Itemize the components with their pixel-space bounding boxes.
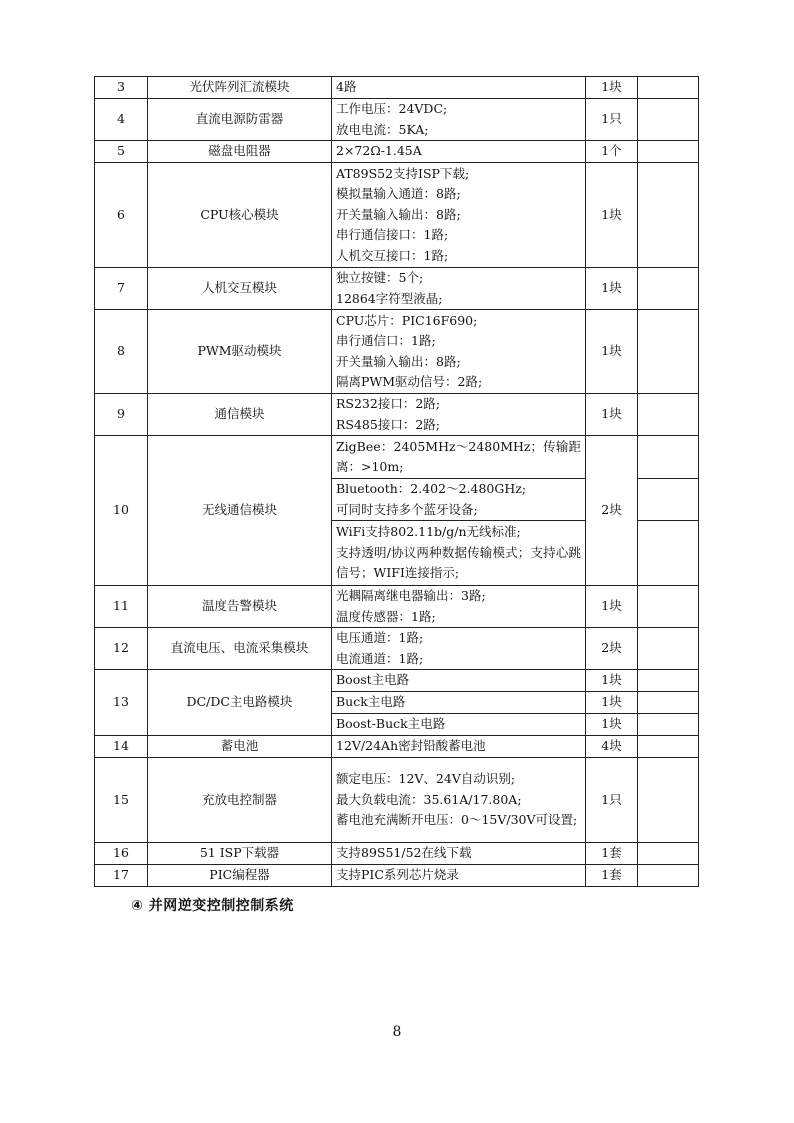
item-quantity: 1块 (586, 77, 638, 99)
item-quantity: 1块 (586, 714, 638, 736)
item-quantity: 1块 (586, 310, 638, 394)
table-row (95, 736, 699, 758)
item-name: 温度告警模块 (148, 586, 332, 628)
remark-cell (638, 310, 699, 394)
item-quantity: 1套 (586, 843, 638, 865)
item-quantity: 4块 (586, 736, 638, 758)
remark-cell (638, 77, 699, 99)
item-name: 人机交互模块 (148, 268, 332, 310)
table-row (95, 394, 699, 436)
item-name: PIC编程器 (148, 864, 332, 886)
item-name: 光伏阵列汇流模块 (148, 77, 332, 99)
row-number: 4 (95, 99, 148, 141)
row-number: 12 (95, 628, 148, 670)
table-row (95, 268, 699, 310)
item-name: 通信模块 (148, 394, 332, 436)
item-quantity: 2块 (586, 436, 638, 586)
item-params: 支持PIC系列芯片烧录 (332, 864, 586, 886)
remark-cell (638, 843, 699, 865)
remark-cell (638, 163, 699, 268)
table-row (95, 670, 699, 692)
item-quantity: 1个 (586, 141, 638, 163)
remark-cell (638, 628, 699, 670)
row-number: 10 (95, 436, 148, 586)
table-row (95, 864, 699, 886)
remark-cell (638, 736, 699, 758)
table-row (95, 99, 699, 141)
remark-cell (638, 714, 699, 736)
item-params: 12V/24Ah密封铅酸蓄电池 (332, 736, 586, 758)
remark-cell (638, 670, 699, 692)
item-params: 4路 (332, 77, 586, 99)
item-params: 光耦隔离继电器输出：3路; 温度传感器：1路; (332, 586, 586, 628)
remark-cell (638, 758, 699, 843)
table-row (95, 163, 699, 268)
item-quantity: 1只 (586, 99, 638, 141)
item-params: WiFi支持802.11b/g/n无线标准; 支持透明/协议两种数据传输模式；支持心跳信号；WIFI连接指示; (332, 521, 586, 586)
table-row (95, 586, 699, 628)
item-params: Bluetooth：2.402～2.480GHz; 可同时支持多个蓝牙设备; (332, 479, 586, 521)
item-quantity: 1只 (586, 758, 638, 843)
row-number: 15 (95, 758, 148, 843)
row-number: 3 (95, 77, 148, 99)
item-params: RS232接口：2路; RS485接口：2路; (332, 394, 586, 436)
table-row (95, 628, 699, 670)
table-row (95, 843, 699, 865)
item-quantity: 1块 (586, 692, 638, 714)
remark-cell (638, 864, 699, 886)
row-number: 8 (95, 310, 148, 394)
item-name: CPU核心模块 (148, 163, 332, 268)
table-row (95, 436, 699, 479)
item-quantity: 1套 (586, 864, 638, 886)
equipment-spec-table (94, 76, 699, 887)
row-number: 16 (95, 843, 148, 865)
remark-cell (638, 436, 699, 479)
item-quantity: 1块 (586, 670, 638, 692)
row-number: 9 (95, 394, 148, 436)
item-params: 支持89S51/52在线下载 (332, 843, 586, 865)
remark-cell (638, 141, 699, 163)
item-quantity: 1块 (586, 268, 638, 310)
item-name: 无线通信模块 (148, 436, 332, 586)
item-quantity: 1块 (586, 586, 638, 628)
item-params: Boost主电路 (332, 670, 586, 692)
item-name: 直流电压、电流采集模块 (148, 628, 332, 670)
remark-cell (638, 479, 699, 521)
table-row (95, 310, 699, 394)
item-params: CPU芯片：PIC16F690; 串行通信口：1路; 开关量输入输出：8路; 隔离PWM驱动信号：2路; (332, 310, 586, 394)
item-params: 2×72Ω-1.45A (332, 141, 586, 163)
item-name: 磁盘电阻器 (148, 141, 332, 163)
remark-cell (638, 586, 699, 628)
remark-cell (638, 99, 699, 141)
row-number: 14 (95, 736, 148, 758)
row-number: 5 (95, 141, 148, 163)
item-params: Boost-Buck主电路 (332, 714, 586, 736)
remark-cell (638, 521, 699, 586)
item-name: 充放电控制器 (148, 758, 332, 843)
item-quantity: 1块 (586, 163, 638, 268)
row-number: 17 (95, 864, 148, 886)
item-params: Buck主电路 (332, 692, 586, 714)
item-name: PWM驱动模块 (148, 310, 332, 394)
table-row (95, 141, 699, 163)
row-number: 7 (95, 268, 148, 310)
remark-cell (638, 394, 699, 436)
remark-cell (638, 692, 699, 714)
item-params: 独立按键：5个; 12864字符型液晶; (332, 268, 586, 310)
item-name: 直流电源防雷器 (148, 99, 332, 141)
item-quantity: 1块 (586, 394, 638, 436)
item-params: AT89S52支持ISP下载; 模拟量输入通道：8路; 开关量输入输出：8路; 串行通信接口：1路; 人机交互接口：1路; (332, 163, 586, 268)
table-row (95, 77, 699, 99)
item-name: DC/DC主电路模块 (148, 670, 332, 736)
section-heading: ④ 并网逆变控制控制系统 (131, 898, 294, 914)
item-params: ZigBee：2405MHz～2480MHz；传输距离：>10m; (332, 436, 586, 479)
item-params: 电压通道：1路; 电流通道：1路; (332, 628, 586, 670)
item-params: 额定电压：12V、24V自动识别; 最大负载电流：35.61A/17.80A; 蓄电池充满断开电压：0～15V/30V可设置; (332, 758, 586, 843)
item-params: 工作电压：24VDC; 放电电流：5KA; (332, 99, 586, 141)
item-name: 51 ISP下载器 (148, 843, 332, 865)
row-number: 13 (95, 670, 148, 736)
page-number: 8 (392, 1024, 402, 1040)
row-number: 6 (95, 163, 148, 268)
remark-cell (638, 268, 699, 310)
table-row (95, 758, 699, 843)
item-quantity: 2块 (586, 628, 638, 670)
row-number: 11 (95, 586, 148, 628)
item-name: 蓄电池 (148, 736, 332, 758)
